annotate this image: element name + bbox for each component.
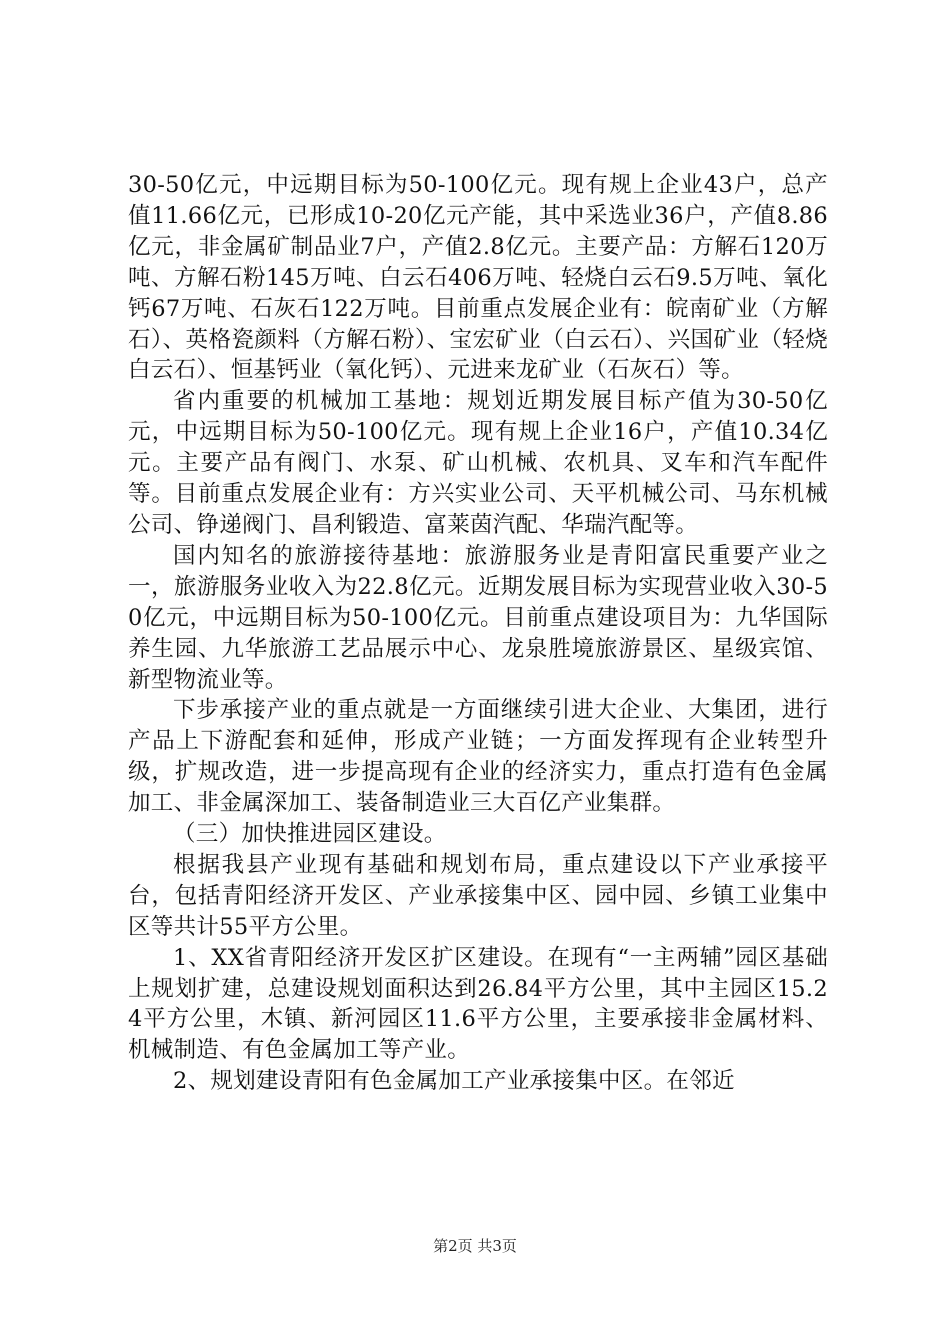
page-footer: 第2页 共3页 xyxy=(433,1237,517,1255)
document-body xyxy=(128,170,828,1097)
paragraph-4: 下步承接产业的重点就是一方面继续引进大企业、大集团，进行产品上下游配套和延伸，形成产业链；一方面发挥现有企业转型升级，扩规改造，进一步提高现有企业的经济实力，重点打造有色金属加工、非金属深加工、装备制造业三大百亿产业集群。 xyxy=(128,697,828,817)
paragraph-6: 1、XX省青阳经济开发区扩区建设。在现有“一主两辅”园区基础上规划扩建，总建设规划面积达到26.84平方公里，其中主园区15.24平方公里，木镇、新河园区11.6平方公里，主要承接非金属材料、机械制造、有色金属加工等产业。 xyxy=(128,944,828,1064)
paragraph-7: 2、规划建设青阳有色金属加工产业承接集中区。在邻近 xyxy=(173,1068,735,1095)
paragraph-1: 30-50亿元，中远期目标为50-100亿元。现有规上企业43户，总产值11.66亿元，已形成10-20亿元产能，其中采选业36户，产值8.86亿元，非金属矿制品业7户，产值2.8亿元。主要产品：方解石120万吨、方解石粉145万吨、白云石406万吨、轻烧白云石9.5万吨、氧化钙67万吨、石灰石122万吨。目前重点发展企业有：皖南矿业（方解石）、英格瓷颜料（方解石粉）、宝宏矿业（白云石）、兴国矿业（轻烧白云石）、恒基钙业（氧化钙）、元进来龙矿业（石灰石）等。 xyxy=(128,172,828,384)
paragraph-3: 国内知名的旅游接待基地：旅游服务业是青阳富民重要产业之一，旅游服务业收入为22.8亿元。近期发展目标为实现营业收入30-50亿元，中远期目标为50-100亿元。目前重点建设项目为：九华国际养生园、九华旅游工艺品展示中心、龙泉胜境旅游景区、星级宾馆、新型物流业等。 xyxy=(128,542,828,693)
paragraph-5: 根据我县产业现有基础和规划布局，重点建设以下产业承接平台，包括青阳经济开发区、产业承接集中区、园中园、乡镇工业集中区等共计55平方公里。 xyxy=(128,851,828,940)
section-heading: （三）加快推进园区建设。 xyxy=(173,821,447,848)
paragraph-2: 省内重要的机械加工基地：规划近期发展目标产值为30-50亿元，中远期目标为50-100亿元。现有规上企业16户，产值10.34亿元。主要产品有阀门、水泵、矿山机械、农机具、叉车和汽车配件等。目前重点发展企业有：方兴实业公司、天平机械公司、马东机械公司、铮递阀门、昌利锻造、富莱茵汽配、华瑞汽配等。 xyxy=(128,388,828,538)
